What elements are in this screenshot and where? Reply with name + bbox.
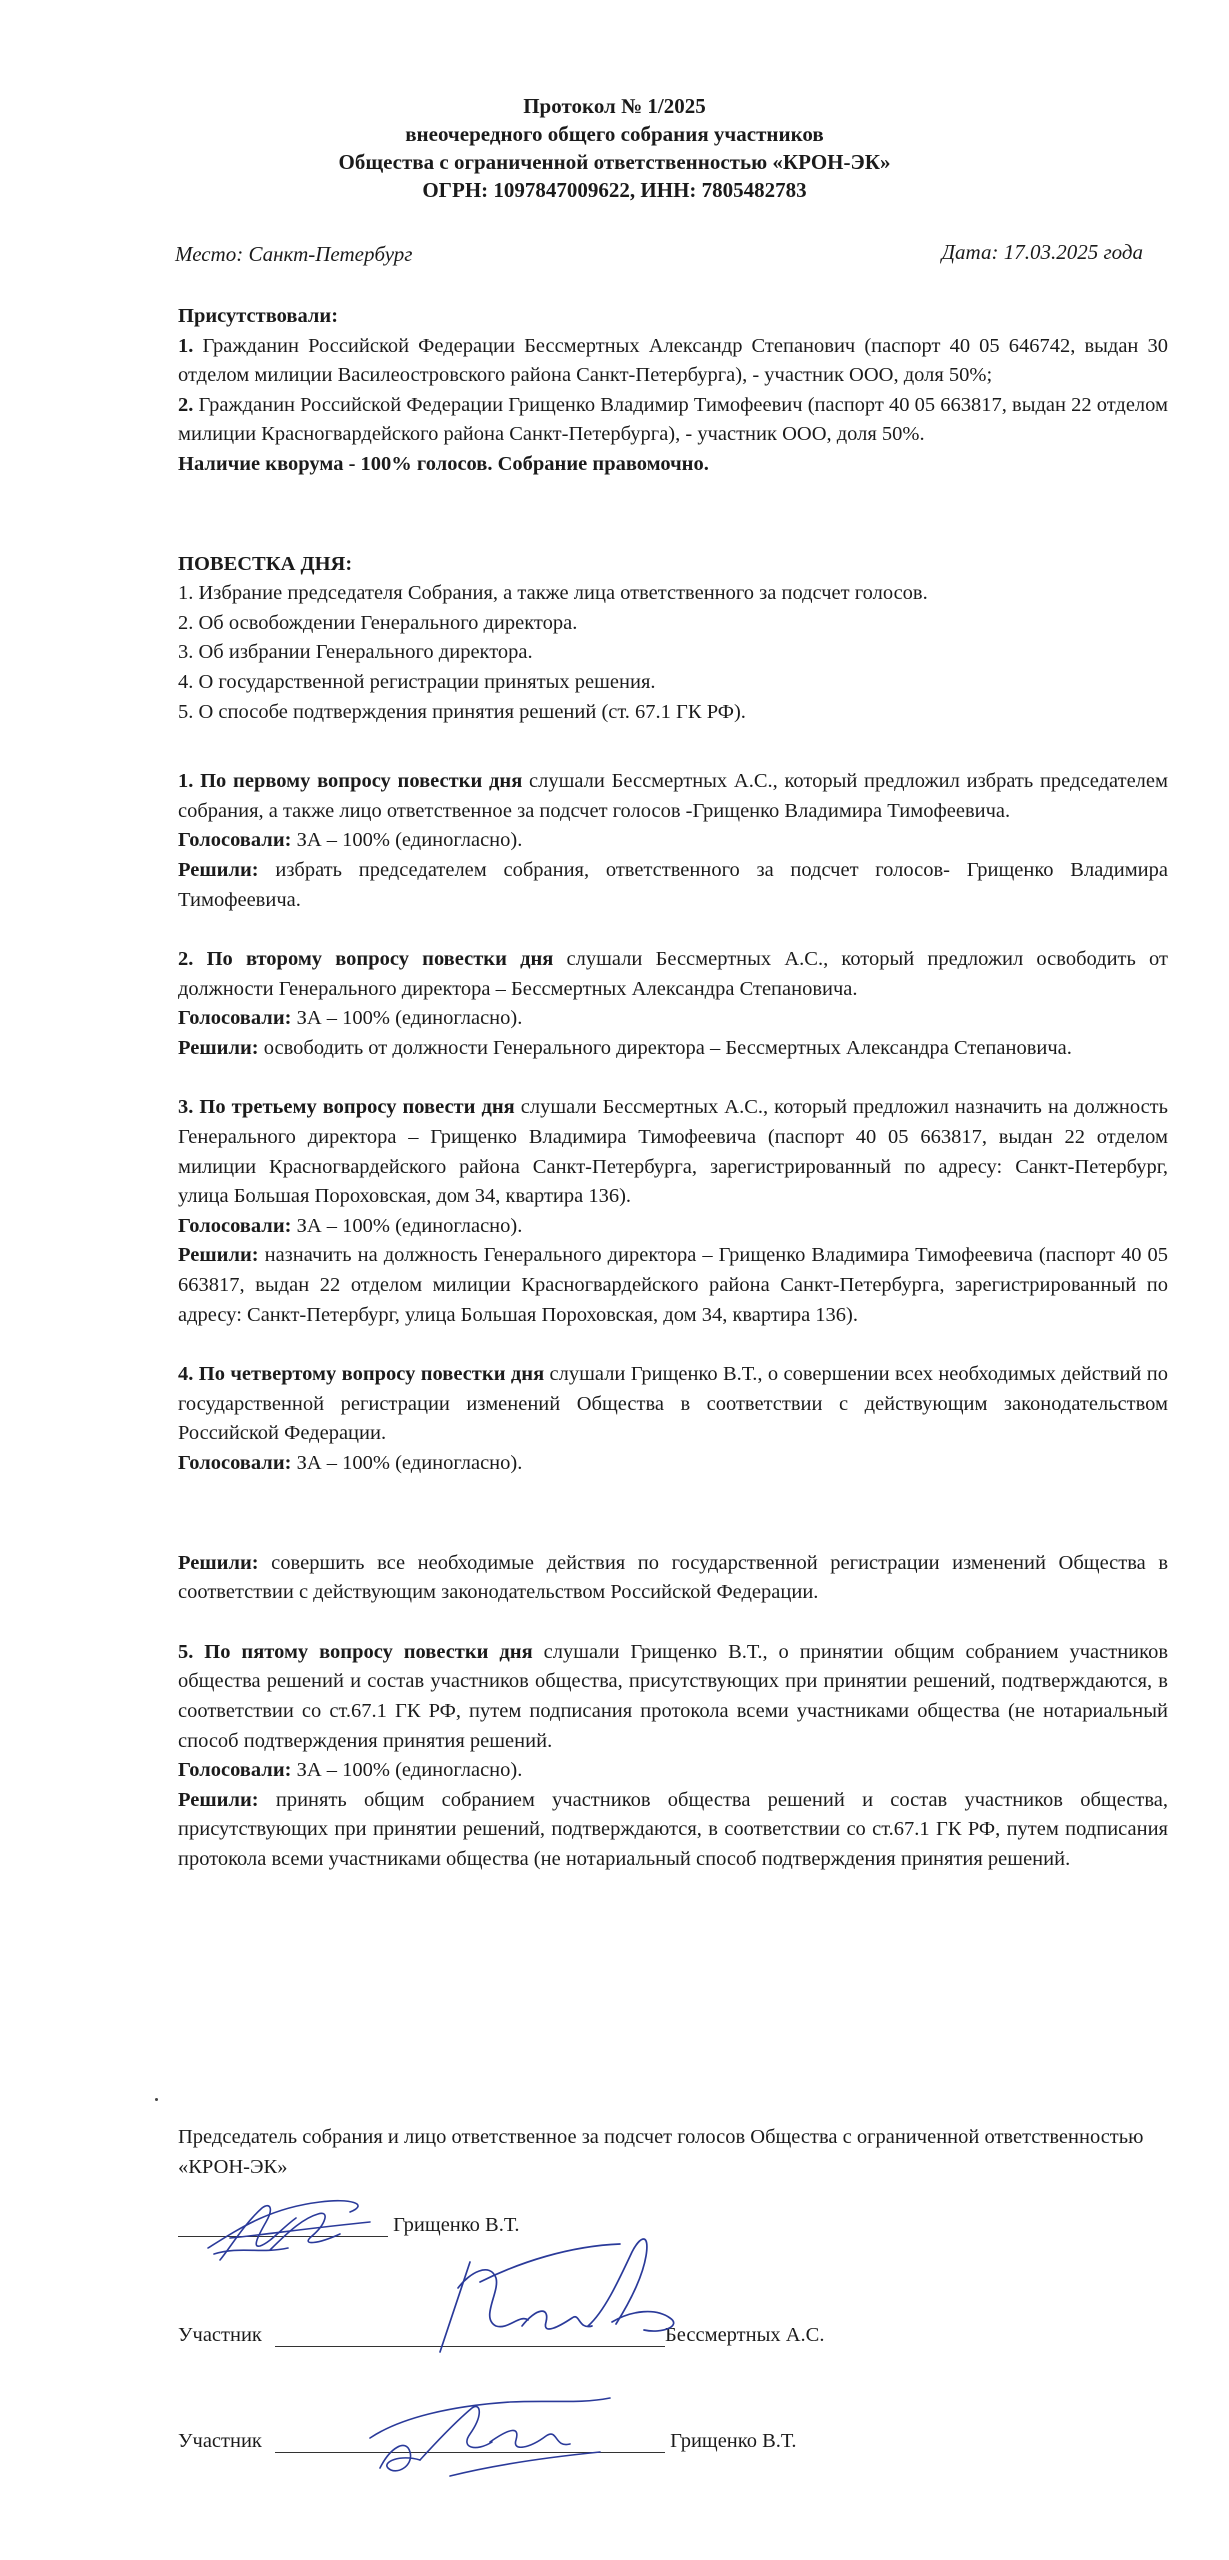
signatures-intro: Председатель собрания и лицо ответственное за подсчет голосов Общества с ограниченной ответственностью «КРОН-ЭК»: [178, 2126, 1144, 2178]
protocol-body: [178, 302, 1168, 1875]
attendee-2: 2. Гражданин Российской Федерации Грищенко Владимир Тимофеевич (паспорт 40 05 663817, выдан 22 отделом милиции Красногвардейского района Санкт-Петербурга), - участник ООО, доля 50%.: [178, 393, 1168, 446]
attendance-title: Присутствовали:: [178, 305, 339, 327]
question-1-vote: Голосовали: ЗА – 100% (единогласно).: [178, 829, 523, 852]
company-registration: ОГРН: 1097847009622, ИНН: 7805482783: [422, 178, 807, 202]
agenda-item: 2. Об освобождении Генерального директора.: [178, 611, 578, 634]
question-2-vote: Голосовали: ЗА – 100% (единогласно).: [178, 1007, 523, 1030]
question-2-decision: Решили: освободить от должности Генерального директора – Бессмертных Александра Степановича.: [178, 1036, 1072, 1059]
company-name: Общества с ограниченной ответственностью «КРОН-ЭК»: [338, 150, 891, 174]
meeting-type: внеочередного общего собрания участников: [405, 122, 824, 146]
agenda-item: 1. Избрание председателя Собрания, а также лица ответственного за подсчет голосов.: [178, 582, 928, 605]
chair-name: Грищенко В.Т.: [393, 2214, 520, 2236]
participant-2-name: Грищенко В.Т.: [670, 2430, 797, 2452]
chair-signature-image: [200, 2188, 400, 2268]
agenda-item: 4. О государственной регистрации принятых решения.: [178, 670, 656, 693]
agenda-title: ПОВЕСТКА ДНЯ:: [178, 552, 353, 575]
question-5-text: 5. По пятому вопросу повестки дня слушали Грищенко В.Т., о принятии общим собранием участников общества решений и состав участников общества, присутствующих при принятии решений, подтверждаются, в соответствии со ст.67.1 ГК РФ, путем подписания протокола всеми участниками общества (не нотариальный способ подтверждения принятия решений.: [178, 1640, 1169, 1752]
document-header: [0, 92, 1229, 204]
attendee-1: 1. Гражданин Российской Федерации Бессмертных Александр Степанович (паспорт 40 05 646742, выдан 30 отделом милиции Василеостровского района Санкт-Петербурга), - участник ООО, доля 50%;: [178, 334, 1168, 387]
question-5-decision: Решили: принять общим собранием участников общества решений и состав участников общества, присутствующих при принятии решений, подтверждаются, в соответствии со ст.67.1 ГК РФ, путем подписания протокола всеми участниками общества (не нотариальный способ подтверждения принятия решений.: [178, 1788, 1168, 1870]
question-4-decision: Решили: совершить все необходимые действия по государственной регистрации изменений Общества в соответствии с действующим законодательством Российской Федерации.: [178, 1551, 1168, 1604]
question-4-vote: Голосовали: ЗА – 100% (единогласно).: [178, 1452, 523, 1474]
question-1-decision: Решили: избрать председателем собрания, ответственного за подсчет голосов- Грищенко Владимира Тимофеевича.: [178, 858, 1168, 911]
question-2-text: 2. По второму вопросу повестки дня слушали Бессмертных А.С., который предложил освободить от должности Генерального директора – Бессмертных Александра Степановича.: [178, 948, 1168, 1000]
protocol-title: Протокол № 1/2025: [523, 94, 706, 118]
question-5-vote: Голосовали: ЗА – 100% (единогласно).: [178, 1759, 523, 1782]
participant-1-signature-image: [400, 2222, 700, 2362]
agenda-item: 3. Об избрании Генерального директора.: [178, 641, 533, 664]
participant-1-name: Бессмертных А.С.: [665, 2324, 825, 2346]
question-1-text: 1. По первому вопросу повестки дня слушали Бессмертных А.С., который предложил избрать председателем собрания, а также лицо ответственное за подсчет голосов -Грищенко Владимира Тимофеевича.: [178, 770, 1168, 822]
question-3-vote: Голосовали: ЗА – 100% (единогласно).: [178, 1214, 523, 1237]
scan-speck: [155, 2098, 158, 2101]
meeting-date: Дата: 17.03.2025 года: [941, 240, 1143, 264]
question-4-text: 4. По четвертому вопросу повестки дня слушали Грищенко В.Т., о совершении всех необходимых действий по государственной регистрации изменений Общества в соответствии с действующим законодательством Российской Федерации.: [178, 1363, 1168, 1445]
participant-label: Участник: [178, 2430, 262, 2452]
agenda-item: 5. О способе подтверждения принятия решений (ст. 67.1 ГК РФ).: [178, 700, 746, 723]
participant-label: Участник: [178, 2324, 262, 2346]
quorum-statement: Наличие кворума - 100% голосов. Собрание правомочно.: [178, 452, 709, 475]
question-3-decision: Решили: назначить на должность Генерального директора – Грищенко Владимира Тимофеевича (паспорт 40 05 663817, выдан 22 отделом милиции Красногвардейского района Санкт-Петербурга, зарегистрированный по адресу: Санкт-Петербург, улица Большая Пороховская, дом 34, квартира 136).: [178, 1244, 1168, 1326]
meeting-place: Место: Санкт-Петербург: [175, 242, 413, 266]
question-3-text: 3. По третьему вопросу повести дня слушали Бессмертных А.С., который предложил назначить на должность Генерального директора – Грищенко Владимира Тимофеевича (паспорт 40 05 663817, выдан 22 отделом милиции Красногвардейского района Санкт-Петербурга, зарегистрированный по адресу: Санкт-Петербург, улица Большая Пороховская, дом 34, квартира 136).: [178, 1096, 1168, 1208]
participant-2-signature-image: [360, 2378, 630, 2488]
